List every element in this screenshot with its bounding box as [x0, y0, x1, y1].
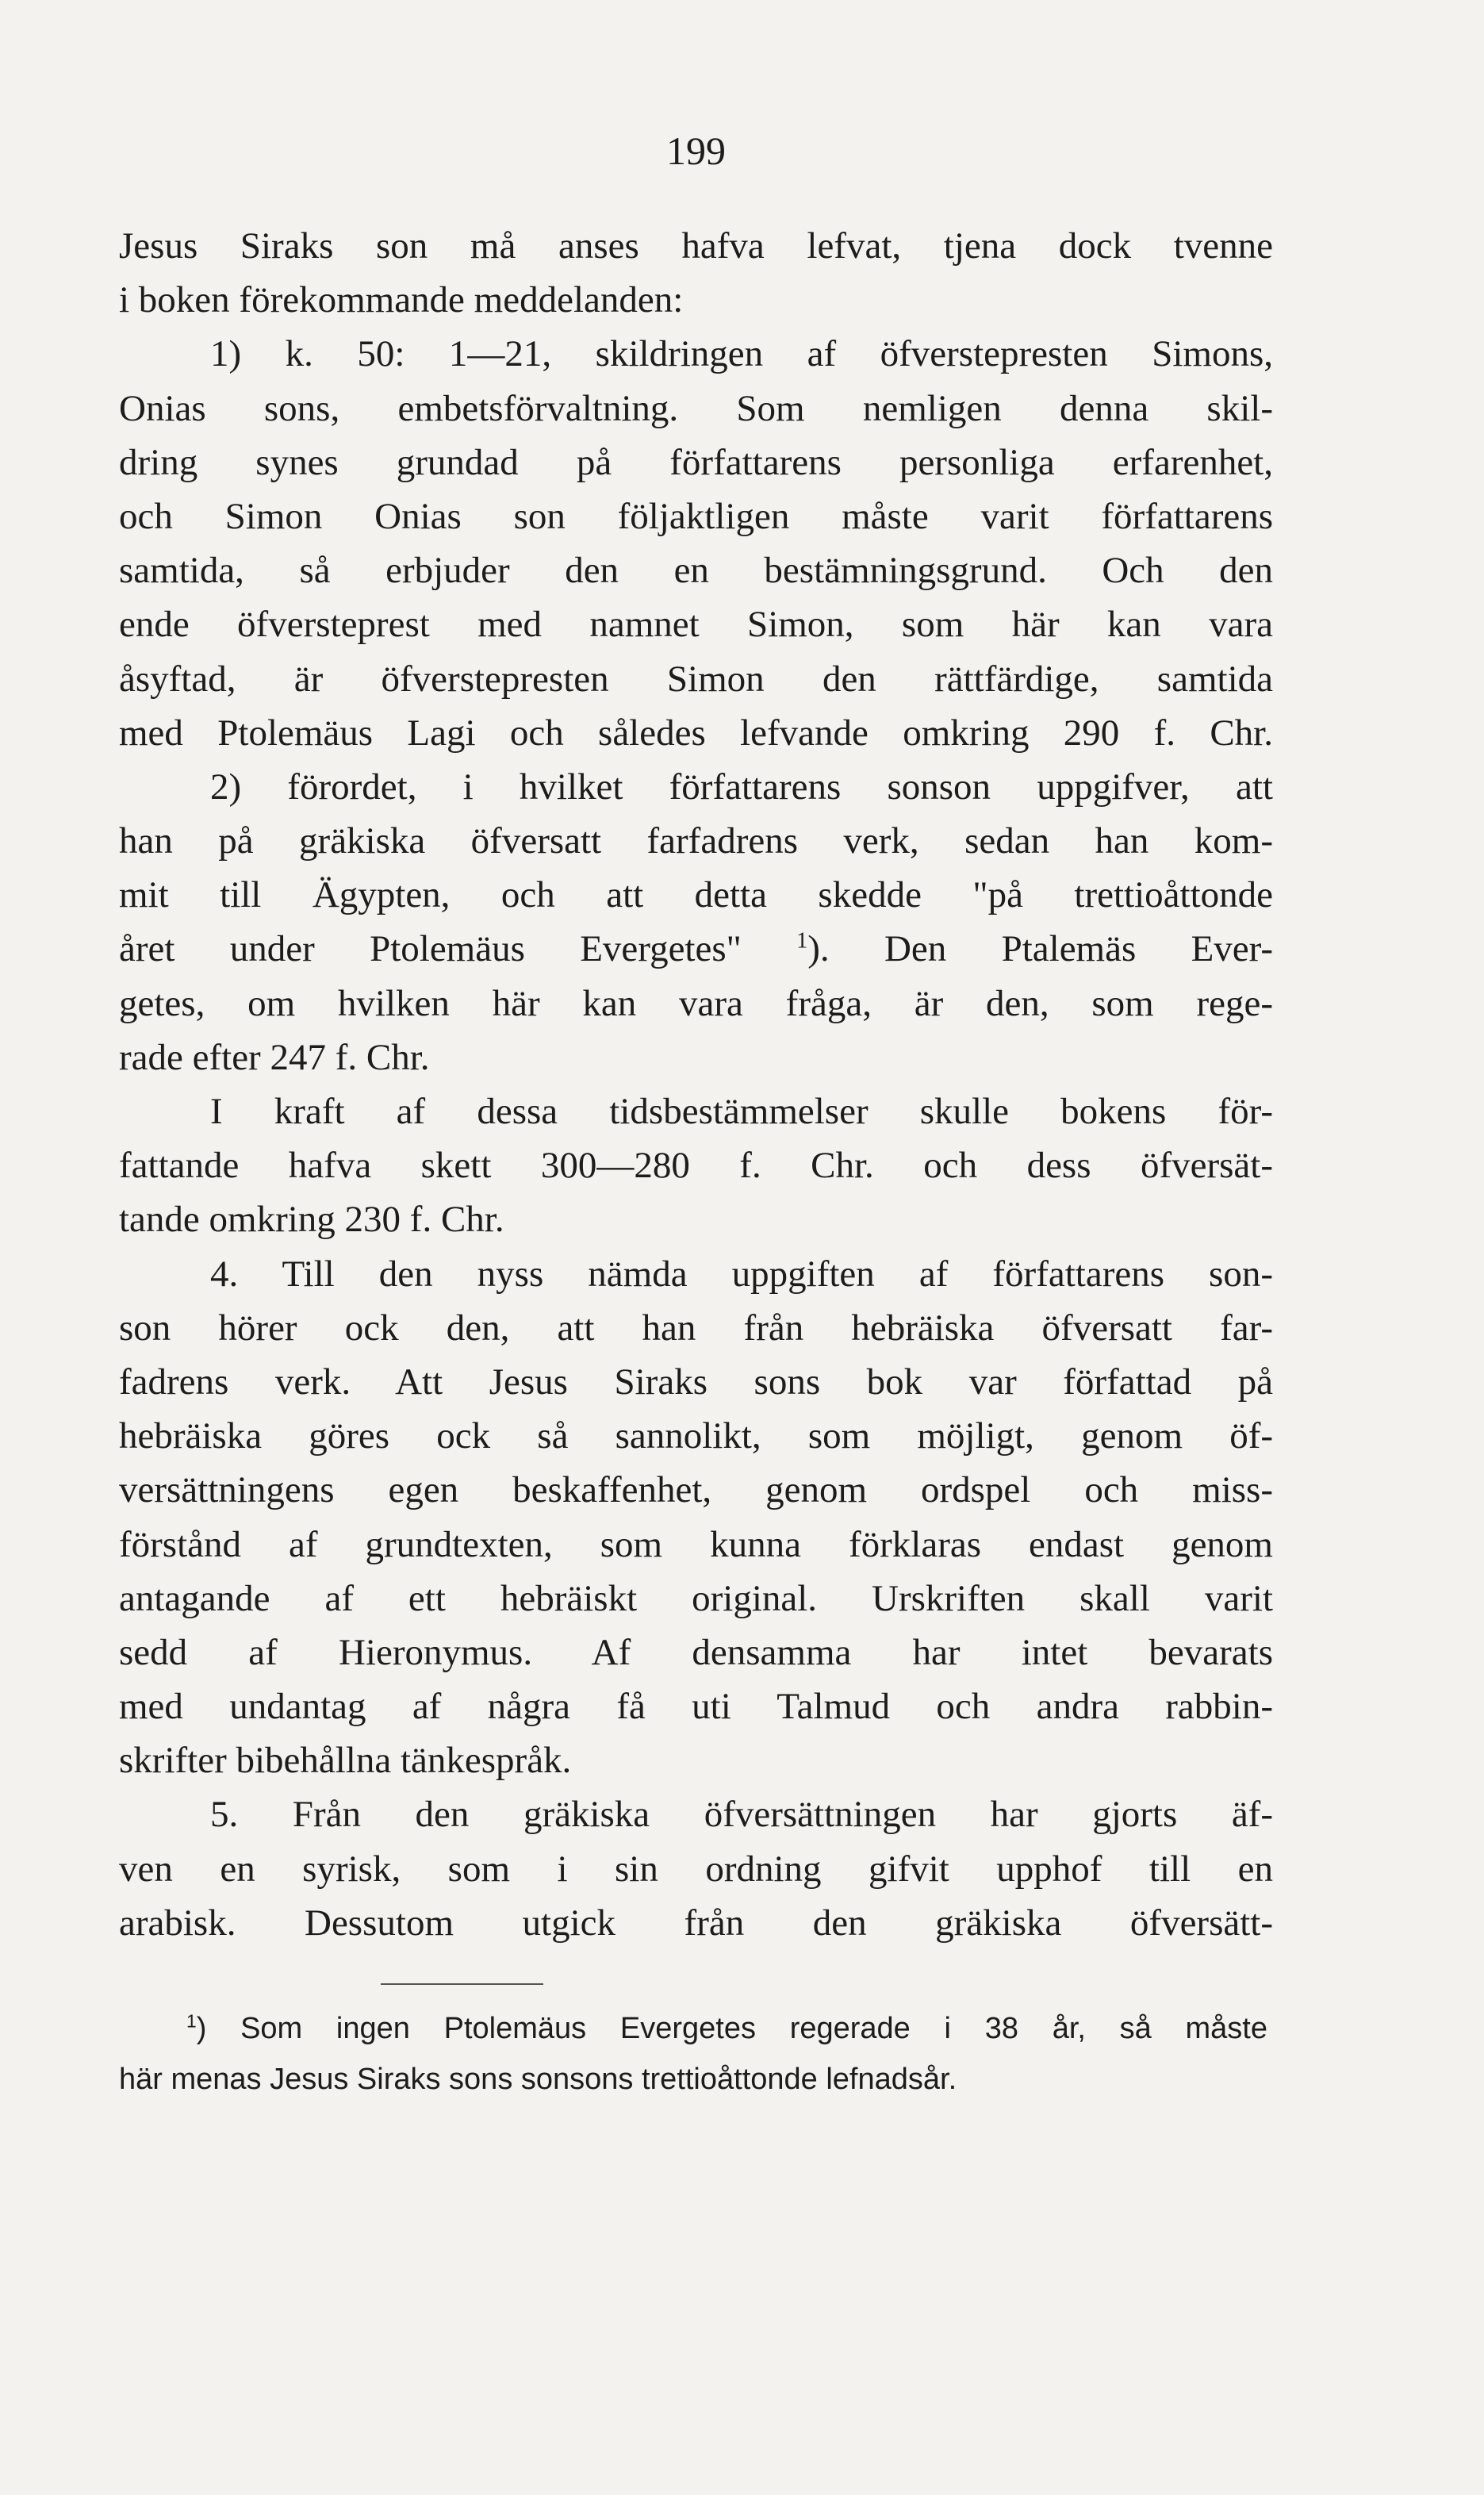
text-line: åsyftad, är öfverstepresten Simon den rättfärdige, samtida	[119, 658, 1273, 700]
text-line: fattande hafva skett 300—280 f. Chr. och dess öfversät-	[119, 1145, 1273, 1187]
text-line: son hörer ock den, att han från hebräiska öfversatt far-	[119, 1307, 1273, 1349]
text-segment: ). Den Ptalemäs Ever-	[807, 928, 1274, 970]
footnote-line	[119, 2003, 1267, 2054]
text-line: fadrens verk. Att Jesus Siraks sons bok var författad på	[119, 1361, 1273, 1403]
text-line-with-footnote-ref	[119, 922, 1273, 976]
text-line: antagande af ett hebräiskt original. Urskriften skall varit	[119, 1577, 1273, 1619]
text-line: I kraft af dessa tidsbestämmelser skulle bokens för-	[210, 1091, 1273, 1132]
footnote-separator	[381, 1983, 543, 1985]
text-line: tande omkring 230 f. Chr.	[119, 1199, 504, 1241]
text-line: i boken förekommande meddelanden:	[119, 279, 684, 321]
text-line: mit till Ägypten, och att detta skedde "på trettioåttonde	[119, 874, 1273, 916]
body-text	[119, 219, 1273, 1950]
text-line: 1) k. 50: 1—21, skildringen af öfverstepresten Simons,	[210, 333, 1273, 375]
text-line: arabisk. Dessutom utgick från den gräkiska öfversätt-	[119, 1902, 1273, 1944]
text-line: och Simon Onias son följaktligen måste varit författarens	[119, 495, 1273, 537]
text-line: 4. Till den nyss nämda uppgiften af författarens son-	[210, 1253, 1273, 1295]
text-line: med Ptolemäus Lagi och således lefvande omkring 290 f. Chr.	[119, 712, 1273, 754]
text-line: hebräiska göres ock så sannolikt, som möjligt, genom öf-	[119, 1415, 1273, 1457]
text-line: ven en syrisk, som i sin ordning gifvit upphof till en	[119, 1848, 1273, 1890]
footnote-marker: 1	[186, 2010, 197, 2032]
footnote-line: här menas Jesus Siraks sons sonsons trettioåttonde lefnadsår.	[119, 2063, 957, 2096]
text-line: med undantag af några få uti Talmud och andra rabbin-	[119, 1686, 1273, 1728]
text-line: skrifter bibehållna tänkespråk.	[119, 1740, 572, 1782]
text-line: sedd af Hieronymus. Af densamma har intet bevarats	[119, 1631, 1273, 1673]
footnote-reference: 1	[796, 928, 808, 954]
page-number: 199	[666, 129, 726, 173]
footnote-text: ) Som ingen Ptolemäus Evergetes regerade i 38 år, så måste	[196, 2012, 1267, 2045]
text-line: han på gräkiska öfversatt farfadrens verk, sedan han kom-	[119, 820, 1273, 862]
text-line: dring synes grundad på författarens personliga erfarenhet,	[119, 441, 1273, 483]
text-segment: året under Ptolemäus Evergetes"	[119, 928, 742, 970]
footnote	[119, 2003, 1267, 2105]
text-line: Jesus Siraks son må anses hafva lefvat, tjena dock tvenne	[119, 225, 1273, 267]
text-line: samtida, så erbjuder den en bestämningsgrund. Och den	[119, 550, 1273, 592]
text-line: ende öfversteprest med namnet Simon, som här kan vara	[119, 604, 1273, 646]
text-line: 2) förordet, i hvilket författarens sonson uppgifver, att	[210, 766, 1273, 808]
text-line: Onias sons, embetsförvaltning. Som nemligen denna skil-	[119, 387, 1273, 429]
text-line: rade efter 247 f. Chr.	[119, 1036, 430, 1078]
text-line: 5. Från den gräkiska öfversättningen har gjorts äf-	[210, 1794, 1273, 1836]
text-line: förstånd af grundtexten, som kunna förklaras endast genom	[119, 1523, 1273, 1565]
text-line: versättningens egen beskaffenhet, genom ordspel och miss-	[119, 1469, 1273, 1511]
text-line: getes, om hvilken här kan vara fråga, är den, som rege-	[119, 982, 1273, 1024]
